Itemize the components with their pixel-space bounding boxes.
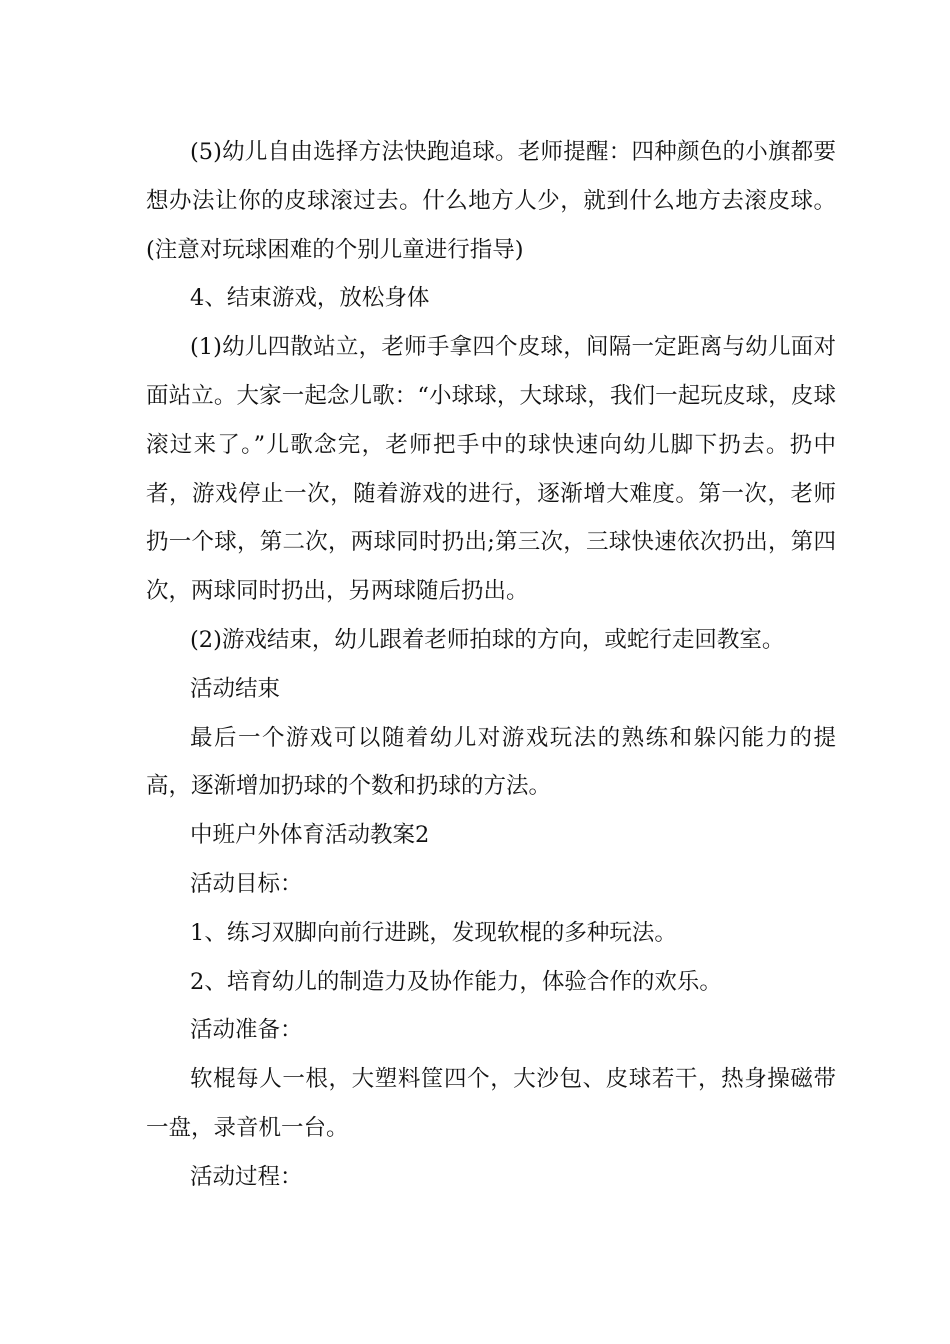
paragraph-materials: 软棍每人一根，大塑料筐四个，大沙包、皮球若干，热身操磁带一盘，录音机一台。 [146, 1066, 836, 1141]
paragraph-chase-ball: (5)幼儿自由选择方法快跑追球。老师提醒：四种颜色的小旗都要想办法让你的皮球滚过去。什么地方人少，就到什么地方去滚皮球。(注意对玩球困难的个别儿童进行指导) [146, 139, 836, 263]
lesson-title-2: 中班户外体育活动教案2 [190, 822, 430, 849]
goal-item-1: 1、练习双脚向前行进跳，发现软棍的多种玩法。 [190, 919, 677, 946]
heading-activity-process: 活动过程： [190, 1163, 303, 1190]
section-heading-end-game: 4、结束游戏，放松身体 [190, 285, 430, 312]
goal-item-2: 2、培育幼儿的制造力及协作能力，体验合作的欢乐。 [190, 968, 722, 995]
heading-activity-end: 活动结束 [190, 675, 281, 702]
paragraph-final-note: 最后一个游戏可以随着幼儿对游戏玩法的熟练和躲闪能力的提高，逐渐增加扔球的个数和扔球的方法。 [146, 724, 836, 800]
heading-activity-preparation: 活动准备： [190, 1017, 303, 1044]
paragraph-return-classroom: (2)游戏结束，幼儿跟着老师拍球的方向，或蛇行走回教室。 [190, 626, 785, 653]
heading-activity-goals: 活动目标： [190, 870, 303, 897]
paragraph-throw-ball-game: (1)幼儿四散站立，老师手拿四个皮球，间隔一定距离与幼儿面对面站立。大家一起念儿歌：“小球球，大球球，我们一起玩皮球，皮球滚过来了。”儿歌念完，老师把手中的球快速向幼儿脚下扔去。扔中者，游戏停止一次，随着游戏的进行，逐渐增大难度。第一次，老师扔一个球，第二次，两球同时扔出;第三次，三球快速依次扔出，第四次，两球同时扔出，另两球随后扔出。 [146, 334, 836, 605]
document-page [146, 128, 836, 1202]
